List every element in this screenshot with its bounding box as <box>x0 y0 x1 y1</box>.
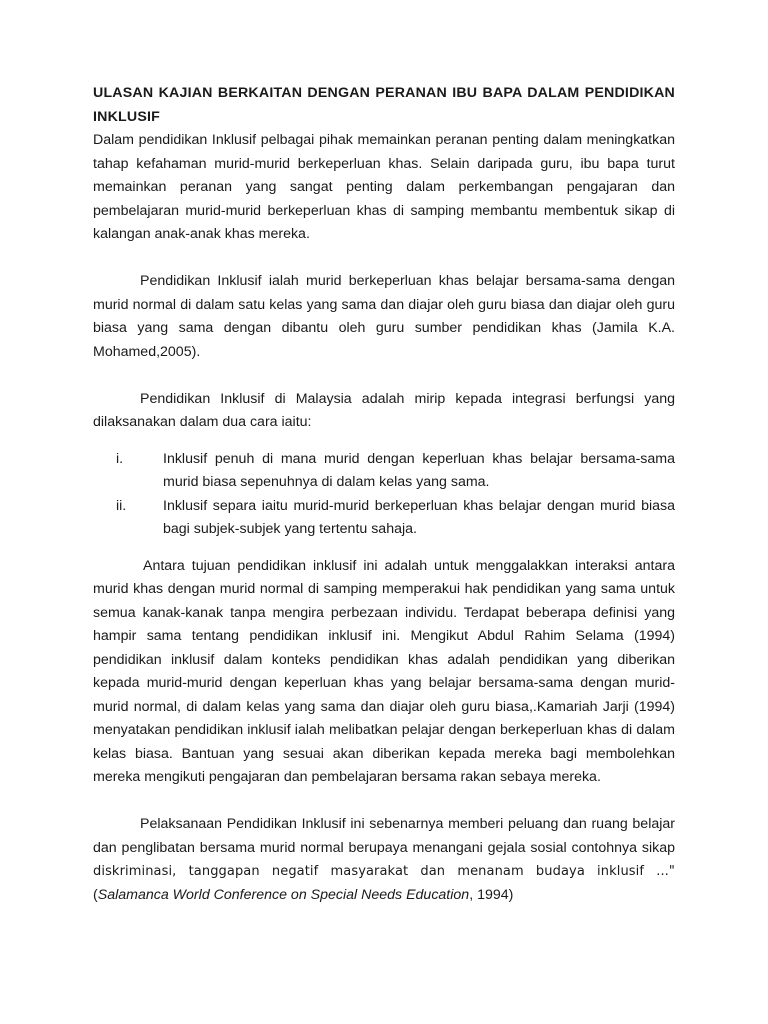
quoted-text: diskriminasi, tanggapan negatif masyarakat dan menanam budaya inklusif ..." <box>93 864 675 879</box>
list-item <box>93 448 675 495</box>
paragraph-malaysia: Pendidikan Inklusif di Malaysia adalah mirip kepada integrasi berfungsi yang dilaksanakan dalam dua cara iaitu: <box>93 390 675 430</box>
inclusion-types-list <box>93 448 675 542</box>
citation-open: ( <box>93 886 98 903</box>
list-item-text: Inklusif penuh di mana murid dengan keperluan khas belajar bersama-sama murid biasa sepenuhnya di dalam kelas yang sama. <box>163 450 675 490</box>
citation-year: , 1994) <box>469 886 514 903</box>
paragraph-implementation <box>93 813 675 907</box>
implementation-text: Pelaksanaan Pendidikan Inklusif ini sebenarnya memberi peluang dan ruang belajar dan penglibatan bersama murid normal berupaya menangani gejala sosial contohnya sikap <box>93 816 675 856</box>
list-item-text: Inklusif separa iaitu murid-murid berkeperluan khas belajar dengan murid biasa bagi subjek-subjek yang tertentu sahaja. <box>163 497 675 537</box>
document-page <box>93 82 675 907</box>
list-item-number: i. <box>116 450 124 467</box>
list-item <box>93 495 675 542</box>
list-item-number: ii. <box>116 497 127 514</box>
citation-title: Salamanca World Conference on Special Needs Education <box>97 886 470 903</box>
paragraph-objectives: Antara tujuan pendidikan inklusif ini adalah untuk menggalakkan interaksi antara murid khas dengan murid normal di samping memperakui hak pendidikan yang sama untuk semua kanak-kanak tanpa mengira perbezaan individu. Terdapat beberapa definisi yang hampir sama tentang pendidikan inklusif ini. Mengikut Abdul Rahim Selama (1994) pendidikan inklusif dalam konteks pendidikan khas adalah pendidikan yang diberikan kepada murid-murid dengan keperluan khas yang belajar bersama-sama dengan murid-murid normal, di dalam kelas yang sama dan diajar oleh guru biasa,.Kamariah Jarji (1994) menyatakan pendidikan inklusif ialah melibatkan pelajar dengan berkeperluan khas di dalam kelas biasa. Bantuan yang sesuai akan diberikan kepada mereka bagi membolehkan mereka mengikuti pengajaran dan pembelajaran bersama rakan sebaya mereka. <box>93 557 675 785</box>
paragraph-definition: Pendidikan Inklusif ialah murid berkeperluan khas belajar bersama-sama dengan murid normal di dalam satu kelas yang sama dan diajar oleh guru biasa dan diajar oleh guru biasa yang sama dengan dibantu oleh guru sumber pendidikan khas (Jamila K.A. Mohamed,2005). <box>93 273 675 360</box>
document-heading: ULASAN KAJIAN BERKAITAN DENGAN PERANAN IBU BAPA DALAM PENDIDIKAN INKLUSIF <box>93 85 675 125</box>
paragraph-intro: Dalam pendidikan Inklusif pelbagai pihak memainkan peranan penting dalam meningkatkan tahap kefahaman murid-murid berkeperluan khas. Selain daripada guru, ibu bapa turut memainkan peranan yang sangat penting dalam perkembangan pengajaran dan pembelajaran murid-murid berkeperluan khas di samping membantu membentuk sikap di kalangan anak-anak khas mereka. <box>93 132 675 242</box>
